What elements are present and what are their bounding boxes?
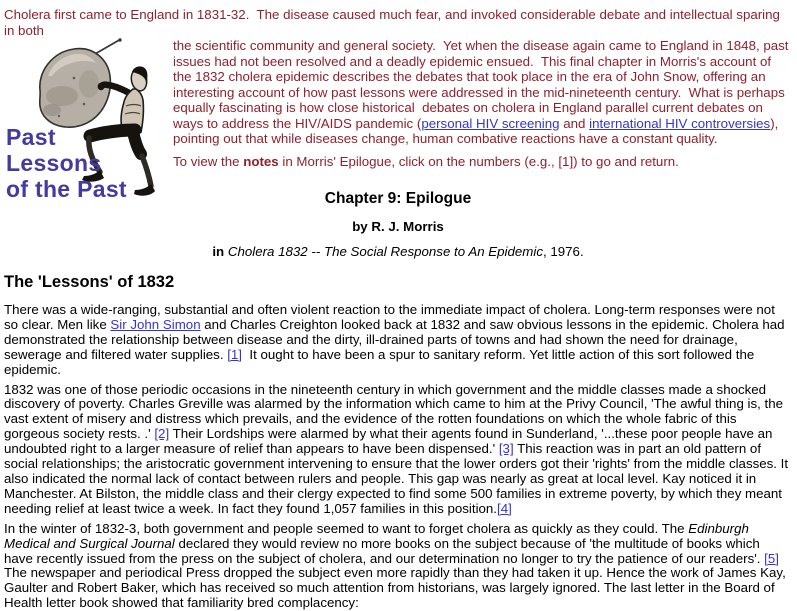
text-segment: Their Lordships were alarmed by what their agents found in Sunderland, '...these poor people have an undoubted right to a larger measure of relief than appears to have been dispensed.': [4, 426, 777, 457]
note-2-link[interactable]: [2]: [154, 426, 170, 442]
note-1-link[interactable]: [1]: [227, 346, 243, 362]
text-segment: ), pointing out that while diseases change, human combative reactions have a constant quality.: [173, 115, 783, 146]
personal-hiv-screening-link[interactable]: personal HIV screening: [421, 115, 560, 131]
text-segment: Cholera first came to England in 1831-32. The disease caused much fear, and invoked considerable debate and intellectual sparing in both: [4, 7, 784, 38]
chapter-heading: Chapter 9: Epilogue: [324, 190, 472, 207]
paragraph-lessons-1: [4, 303, 792, 378]
text-segment: It ought to have been a spur to sanitary reform. Yet little action of this sort followed the epidemic.: [4, 346, 758, 377]
past-lessons-caption: [6, 124, 127, 202]
text-segment: declared they would review no more books on the subject because of 'the multitude of books which have recently issued from the press on the subject of cholera, and our determination no longer to try the patience of our readers'.: [4, 535, 765, 566]
text-segment: notes: [243, 153, 279, 169]
text-segment: This reaction was in part an old pattern of social relationships; the aristocratic government intervening to ensure that the lower orders got their 'rights' from the middle classes. It also indicated the normal lack of contact between rulers and people. This gap was nearly as great at local level. Kay noticed it in Manchester. At Bilston, the middle class and their clergy expected to find some 500 families in extreme poverty, by which they meant needing relief at least twice a week. In fact they found 1,057 families in this position.: [4, 441, 792, 516]
text-segment: Cholera 1832 -- The Social Response to An Epidemic: [227, 244, 543, 259]
past-lessons-logo: [4, 40, 168, 202]
text-segment: In the winter of 1832-3, both government and people seemed to want to forget cholera as quickly as they could. The: [4, 520, 689, 536]
boulder-speckle: [83, 103, 86, 106]
boulder-shade: [43, 104, 61, 116]
text-segment: and: [559, 115, 590, 131]
text-segment: The newspaper and periodical Press dropped the subject even more rapidly than they had taken it up. Hence the work of James Kay, Gaulter and Robert Baker, which has received so much attention from historians, was largely ignored. The last letter in the Board of Health letter book showed that familiarity bred complacency:: [4, 550, 790, 611]
text-segment: the scientific community and general society. Yet when the disease again came to England in 1848, past issues had not been resolved and a deadly epidemic ensued. This final chapter in Morris's account of the 1832 cholera epidemic describes the debates that took place in the era of John Snow, offering an interesting account of how past lessons were addressed in the mid-nineteenth century. What is perhaps equally fascinating is how close historical debates on cholera in England parallel current debates on ways to address the HIV/AIDS pandemic (: [173, 38, 793, 131]
text-segment: There was a wide-ranging, substantial and often violent reaction to the immediate impact of cholera. Long-term responses were not so clear. Men like: [4, 302, 779, 332]
caption-line-2: Lessons: [6, 150, 102, 176]
note-3-link[interactable]: [3]: [498, 441, 514, 457]
caption-line-1: Past: [6, 124, 56, 150]
text-segment: To view the: [173, 153, 244, 169]
sir-john-simon-link[interactable]: Sir John Simon: [110, 316, 201, 332]
section-heading: The 'Lessons' of 1832: [4, 273, 175, 291]
text-segment: and Charles Creighton looked back at 1832 and saw obvious lessons in the epidemic. Cholera had demonstrated the relationship between disease and the dirty, ill-drained parts of towns and had shown the need for drainage, sewerage and filtered water supplies.: [4, 316, 789, 362]
text-segment: Edinburgh Medical and Surgical Journal: [4, 520, 753, 551]
byline: by R. J. Morris: [352, 219, 444, 234]
note-5-link[interactable]: [5]: [764, 550, 779, 566]
caption-line-3: of the Past: [6, 176, 127, 202]
text-segment: 1832 was one of those periodic occasions in the nineteenth century in which government and the middle classes made a shocked discovery of poverty. Charles Greville was alarmed by the information which came to him at the Privy Council, 'The awful thing is, the vast extent of misery and distress which prevails, and the evidence of the rotten foundations on which the whole fabric of this gorgeous society rests. .': [4, 381, 787, 442]
paragraph-lessons-2: [4, 383, 792, 517]
boulder-shade: [46, 86, 78, 106]
boulder-speckle: [73, 77, 76, 80]
text-segment: in Morris' Epilogue, click on the numbers (e.g., [1]) to go and return.: [278, 153, 679, 169]
text-segment: in: [212, 244, 228, 259]
boulder-shade: [79, 70, 99, 98]
international-hiv-controversies-link[interactable]: international HIV controversies: [589, 115, 771, 131]
pin-head-icon: [118, 38, 121, 41]
source-citation: [4, 244, 792, 259]
text-segment: , 1976.: [542, 244, 584, 259]
boulder-speckle: [58, 115, 60, 117]
note-4-link[interactable]: [4]: [497, 500, 512, 516]
paragraph-lessons-3: [4, 522, 792, 611]
